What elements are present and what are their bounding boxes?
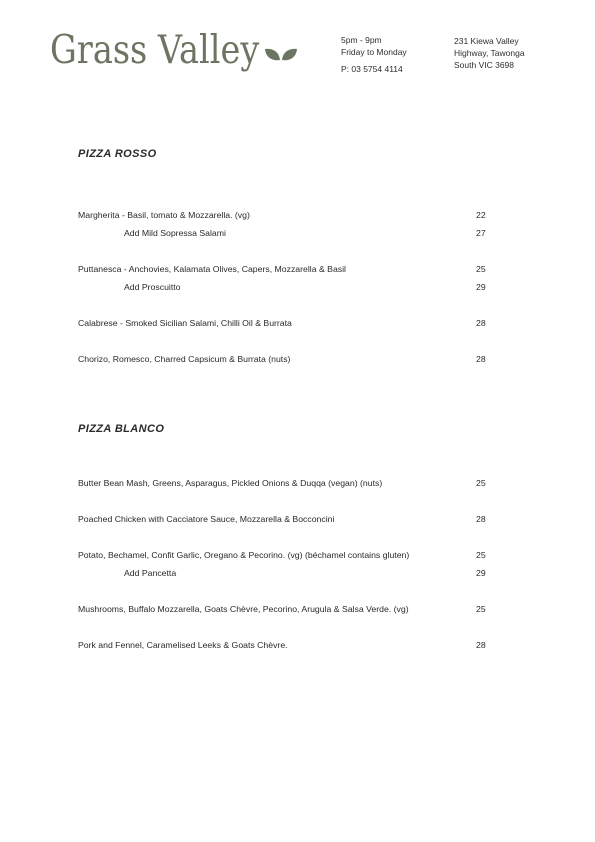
menu-item-price: 29 xyxy=(476,568,486,578)
menu-item-price: 22 xyxy=(476,210,486,220)
menu-item-description: Potato, Bechamel, Confit Garlic, Oregano & Pecorino. (vg) (béchamel contains gluten) xyxy=(78,550,410,560)
menu-item xyxy=(78,263,492,275)
menu-item-price: 28 xyxy=(476,354,486,364)
address xyxy=(454,35,525,71)
address-line: South VIC 3698 xyxy=(454,60,515,70)
menu-item xyxy=(78,477,492,489)
menu-item-description: Butter Bean Mash, Greens, Asparagus, Pickled Onions & Duqqa (vegan) (nuts) xyxy=(78,478,383,488)
menu-item-description: Chorizo, Romesco, Charred Capsicum & Burrata (nuts) xyxy=(78,354,291,364)
menu-item-addon xyxy=(78,567,492,579)
menu-item-price: 27 xyxy=(476,228,486,238)
menu-item-price: 25 xyxy=(476,604,486,614)
menu-item-description: Pork and Fennel, Caramelised Leeks & Goats Chèvre. xyxy=(78,640,288,650)
menu-item xyxy=(78,603,492,615)
menu-item-price: 25 xyxy=(476,264,486,274)
menu-item xyxy=(78,317,492,329)
menu-item-description: Puttanesca - Anchovies, Kalamata Olives, Capers, Mozzarella & Basil xyxy=(78,264,346,274)
address-line: Highway, Tawonga xyxy=(454,48,525,58)
address-line: 231 Kiewa Valley xyxy=(454,36,519,46)
menu-item-price: 29 xyxy=(476,282,486,292)
brand-logo xyxy=(50,28,298,74)
menu-item-description: Add Proscuitto xyxy=(124,282,181,292)
opening-hours xyxy=(341,34,407,75)
menu-item-addon xyxy=(78,281,492,293)
menu-item-description: Add Pancetta xyxy=(124,568,177,578)
hours-days: Friday to Monday xyxy=(341,47,407,57)
menu-item-price: 28 xyxy=(476,514,486,524)
menu-item xyxy=(78,639,492,651)
menu-item-price: 28 xyxy=(476,318,486,328)
menu-item xyxy=(78,513,492,525)
section-title-pizza-rosso: PIZZA ROSSO xyxy=(78,148,157,160)
menu-item-price: 28 xyxy=(476,640,486,650)
menu-item-price: 25 xyxy=(476,550,486,560)
menu-item xyxy=(78,209,492,221)
section-title-pizza-blanco: PIZZA BLANCO xyxy=(78,423,165,435)
menu-item-description: Poached Chicken with Cacciatore Sauce, Mozzarella & Bocconcini xyxy=(78,514,335,524)
phone-number: P: 03 5754 4114 xyxy=(341,64,403,74)
menu-item xyxy=(78,549,492,561)
brand-name: Grass Valley xyxy=(50,28,260,73)
menu-item-description: Add Mild Sopressa Salami xyxy=(124,228,226,238)
menu-item-description: Margherita - Basil, tomato & Mozzarella. (vg) xyxy=(78,210,250,220)
menu-item xyxy=(78,353,492,365)
leaf-icon xyxy=(264,45,298,63)
menu-item-addon xyxy=(78,227,492,239)
menu-item-price: 25 xyxy=(476,478,486,488)
menu-item-description: Mushrooms, Buffalo Mozzarella, Goats Chèvre, Pecorino, Arugula & Salsa Verde. (vg) xyxy=(78,604,409,614)
hours-time: 5pm - 9pm xyxy=(341,35,382,45)
menu-item-description: Calabrese - Smoked Sicilian Salami, Chilli Oil & Burrata xyxy=(78,318,292,328)
